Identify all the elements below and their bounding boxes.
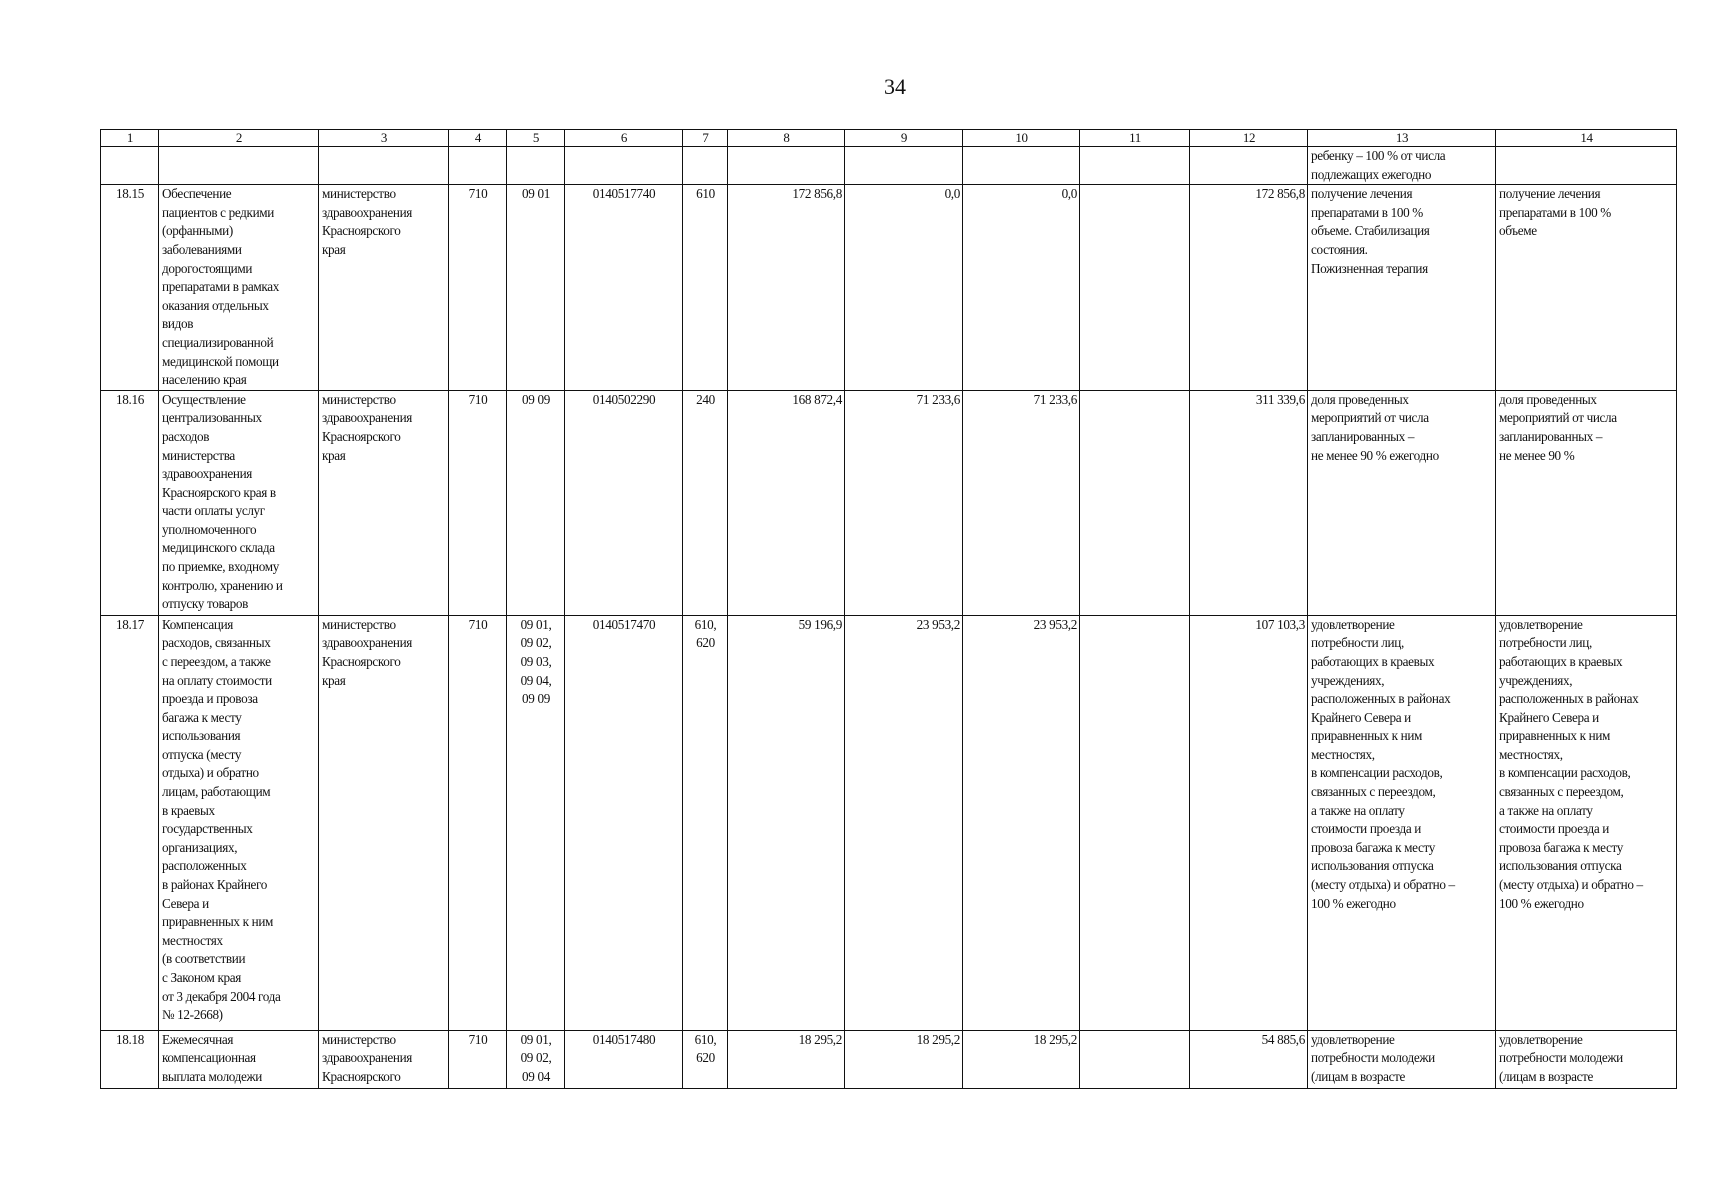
csr-code-cell: 0140502290	[565, 390, 683, 615]
amount-year3-cell: 71 233,6	[963, 390, 1080, 615]
result-indicator-cell: удовлетворение потребности лиц, работающих в краевых учреждениях, расположенных в районах Крайнего Севера и приравненных к ним местностях, в компенсации расходов, связанных с переездом, а также на оплату стоимости проезда и провоза багажа к месту использования отпуска (месту отдыха) и обратно – 100 % ежегодно	[1496, 615, 1677, 1030]
table-row	[101, 615, 1677, 1030]
amount-year3-cell: 18 295,2	[963, 1030, 1080, 1088]
column-header: 12	[1190, 130, 1308, 147]
continuation-row	[101, 147, 1677, 185]
vr-code-cell: 610	[683, 185, 728, 391]
amount-year2-cell: 0,0	[845, 185, 963, 391]
rzpr-code-cell: 09 01	[507, 185, 565, 391]
amount-year2-cell: 71 233,6	[845, 390, 963, 615]
grbs-code-cell: 710	[449, 615, 507, 1030]
amount-year1-cell: 18 295,2	[728, 1030, 845, 1088]
result-indicator-cell: удовлетворение потребности молодежи (лицам в возрасте	[1496, 1030, 1677, 1088]
amount-year1-cell: 59 196,9	[728, 615, 845, 1030]
result-indicator-cell: удовлетворение потребности молодежи (лицам в возрасте	[1308, 1030, 1496, 1088]
column-header: 10	[963, 130, 1080, 147]
amount-col11-cell	[1080, 390, 1190, 615]
empty-cell	[683, 147, 728, 185]
empty-cell	[507, 147, 565, 185]
amount-total-cell: 107 103,3	[1190, 615, 1308, 1030]
result-indicator-cell: доля проведенных мероприятий от числа запланированных – не менее 90 %	[1496, 390, 1677, 615]
amount-year1-cell: 172 856,8	[728, 185, 845, 391]
grbs-code-cell: 710	[449, 185, 507, 391]
result-indicator-cell: доля проведенных мероприятий от числа запланированных – не менее 90 % ежегодно	[1308, 390, 1496, 615]
column-header: 7	[683, 130, 728, 147]
csr-code-cell: 0140517740	[565, 185, 683, 391]
amount-total-cell: 311 339,6	[1190, 390, 1308, 615]
empty-cell	[101, 147, 159, 185]
column-header: 5	[507, 130, 565, 147]
column-header: 6	[565, 130, 683, 147]
amount-col11-cell	[1080, 1030, 1190, 1088]
amount-year1-cell: 168 872,4	[728, 390, 845, 615]
page-number: 34	[884, 74, 906, 99]
column-header: 11	[1080, 130, 1190, 147]
column-header: 8	[728, 130, 845, 147]
result-indicator-cell: получение лечения препаратами в 100 % объеме. Стабилизация состояния. Пожизненная терапия	[1308, 185, 1496, 391]
empty-cell	[845, 147, 963, 185]
empty-cell	[449, 147, 507, 185]
ministry-cell: министерство здравоохранения Красноярского края	[319, 390, 449, 615]
amount-col11-cell	[1080, 615, 1190, 1030]
column-header: 9	[845, 130, 963, 147]
amount-year2-cell: 23 953,2	[845, 615, 963, 1030]
empty-cell	[1496, 147, 1677, 185]
column-header: 2	[159, 130, 319, 147]
rzpr-code-cell: 09 01, 09 02, 09 03, 09 04, 09 09	[507, 615, 565, 1030]
amount-col11-cell	[1080, 185, 1190, 391]
empty-cell	[159, 147, 319, 185]
csr-code-cell: 0140517470	[565, 615, 683, 1030]
activity-name-cell: Ежемесячная компенсационная выплата молодежи	[159, 1030, 319, 1088]
row-number-cell: 18.18	[101, 1030, 159, 1088]
column-header: 3	[319, 130, 449, 147]
activity-name-cell: Обеспечение пациентов с редкими (орфанными) заболеваниями дорогостоящими препаратами в рамках оказания отдельных видов специализированной медицинской помощи населению края	[159, 185, 319, 391]
vr-code-cell: 610, 620	[683, 615, 728, 1030]
result-indicator-cell: ребенку – 100 % от числа подлежащих ежегодно	[1308, 147, 1496, 185]
row-number-cell: 18.16	[101, 390, 159, 615]
amount-total-cell: 54 885,6	[1190, 1030, 1308, 1088]
amount-year2-cell: 18 295,2	[845, 1030, 963, 1088]
empty-cell	[1080, 147, 1190, 185]
result-indicator-cell: удовлетворение потребности лиц, работающих в краевых учреждениях, расположенных в районах Крайнего Севера и приравненных к ним местностях, в компенсации расходов, связанных с переездом, а также на оплату стоимости проезда и провоза багажа к месту использования отпуска (месту отдыха) и обратно – 100 % ежегодно	[1308, 615, 1496, 1030]
ministry-cell: министерство здравоохранения Красноярского	[319, 1030, 449, 1088]
rzpr-code-cell: 09 09	[507, 390, 565, 615]
vr-code-cell: 610, 620	[683, 1030, 728, 1088]
grbs-code-cell: 710	[449, 1030, 507, 1088]
column-header: 14	[1496, 130, 1677, 147]
row-number-cell: 18.17	[101, 615, 159, 1030]
table-row	[101, 1030, 1677, 1088]
amount-total-cell: 172 856,8	[1190, 185, 1308, 391]
rzpr-code-cell: 09 01, 09 02, 09 04	[507, 1030, 565, 1088]
activity-name-cell: Компенсация расходов, связанных с переездом, а также на оплату стоимости проезда и провоза багажа к месту использования отпуска (месту отдыха) и обратно лицам, работающим в краевых государственных организациях, расположенных в районах Крайнего Севера и приравненных к ним местностях (в соответствии с Законом края от 3 декабря 2004 года № 12-2668)	[159, 615, 319, 1030]
vr-code-cell: 240	[683, 390, 728, 615]
activity-name-cell: Осуществление централизованных расходов министерства здравоохранения Красноярского края в части оплаты услуг уполномоченного медицинского склада по приемке, входному контролю, хранению и отпуску товаров	[159, 390, 319, 615]
ministry-cell: министерство здравоохранения Красноярского края	[319, 615, 449, 1030]
empty-cell	[1190, 147, 1308, 185]
column-header: 13	[1308, 130, 1496, 147]
ministry-cell: министерство здравоохранения Красноярского края	[319, 185, 449, 391]
empty-cell	[319, 147, 449, 185]
column-number-row	[101, 130, 1677, 147]
result-indicator-cell: получение лечения препаратами в 100 % объеме	[1496, 185, 1677, 391]
amount-year3-cell: 0,0	[963, 185, 1080, 391]
grbs-code-cell: 710	[449, 390, 507, 615]
column-header: 4	[449, 130, 507, 147]
empty-cell	[565, 147, 683, 185]
table-row	[101, 185, 1677, 391]
table-row	[101, 390, 1677, 615]
program-activities-table	[100, 129, 1677, 1089]
row-number-cell: 18.15	[101, 185, 159, 391]
empty-cell	[728, 147, 845, 185]
csr-code-cell: 0140517480	[565, 1030, 683, 1088]
column-header: 1	[101, 130, 159, 147]
empty-cell	[963, 147, 1080, 185]
amount-year3-cell: 23 953,2	[963, 615, 1080, 1030]
